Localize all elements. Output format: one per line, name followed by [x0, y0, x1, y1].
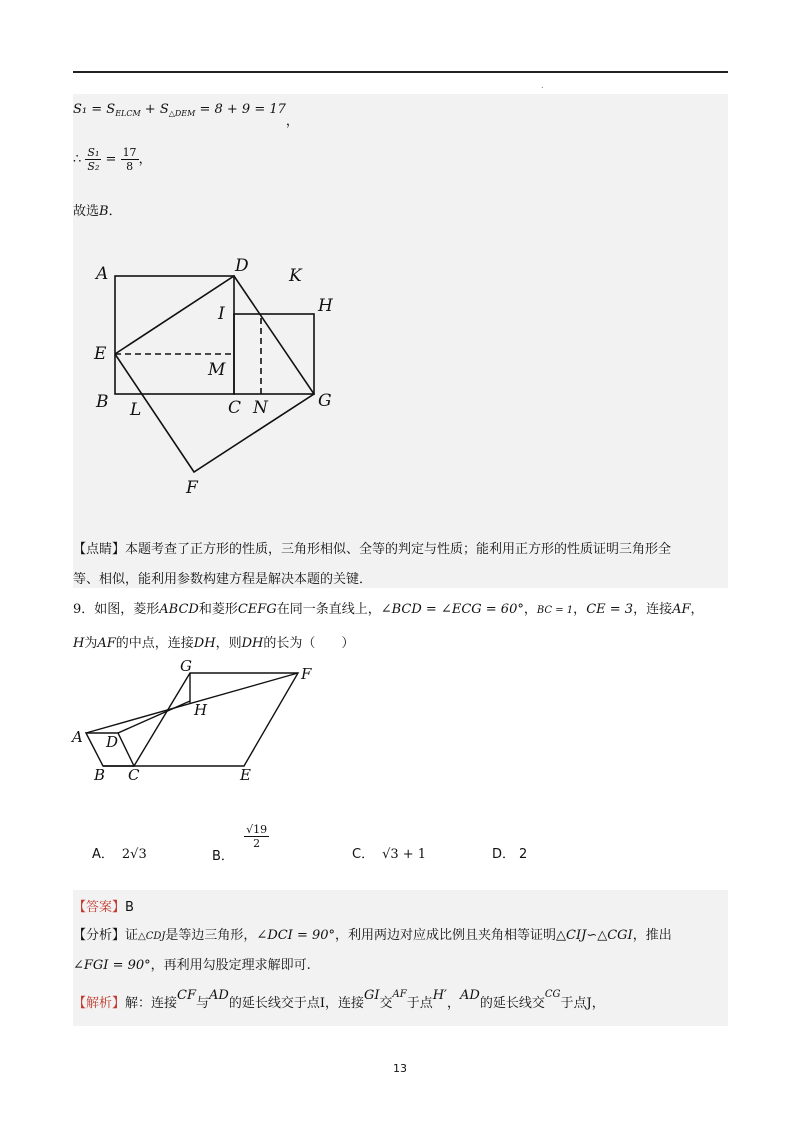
fig1-label-i: I	[218, 304, 225, 324]
ratio-equation: ∴ $\frac{\text{S₁}}{\text{S₂}}$ = $\frac{17}{8}$ ，	[73, 146, 152, 173]
fig2-label-e: E	[240, 766, 251, 784]
s1-equation: $S_1 = S_{ELCM} + S_{\triangle DEM} = 8 + 9 = 17$，	[73, 102, 299, 129]
option-a[interactable]: A． 2√3	[92, 847, 147, 862]
segment-dh	[118, 701, 190, 733]
fig1-label-d: D	[235, 256, 249, 276]
fig1-label-a: A	[96, 264, 109, 284]
fig1-label-b: B	[96, 392, 109, 412]
fig1-label-n: N	[253, 398, 268, 418]
option-b[interactable]: B． $\frac{√19}{2}$	[212, 823, 268, 864]
fig1-label-m: M	[208, 360, 226, 380]
fig2-label-g: G	[180, 657, 192, 675]
page-number: 13	[393, 1062, 407, 1075]
comment-line-1: 【点睛】本题考查了正方形的性质，三角形相似、全等的判定与性质；能利用正方形的性质证明三角形全	[73, 542, 672, 557]
header-dot: .	[541, 81, 544, 90]
fig1-label-g: G	[318, 391, 332, 411]
option-d[interactable]: D． 2	[492, 847, 528, 862]
question-line-1: 9．如图，菱形ABCD和菱形CEFG在同一条直线上，∠BCD = ∠ECG = 60°，BC = 1，CE = 3，连接AF，	[73, 602, 704, 617]
rhombus-cefg	[134, 673, 298, 766]
fig2-label-f: F	[301, 665, 312, 683]
fig1-label-e: E	[94, 344, 107, 364]
option-c[interactable]: C． √3 + 1	[352, 847, 427, 862]
fig2-label-c: C	[128, 766, 140, 784]
choice-line: 故选B．	[73, 204, 122, 219]
fig1-label-l: L	[130, 400, 142, 420]
fig1-label-k: K	[289, 266, 302, 286]
answer-line: 【答案】B	[73, 900, 134, 915]
fig2-label-h: H	[194, 701, 208, 719]
solution-line-1: 【解析】解：连接CF与AD的延长线交于点I，连接GI交$^{AF}$于点H′，AD的延长线交$^{CG}$于点J，	[73, 988, 605, 1011]
fig2-label-d: D	[106, 733, 119, 751]
fig2-label-b: B	[94, 766, 106, 784]
segment-af	[86, 673, 298, 733]
analysis-line-1: 【分析】证△CDJ是等边三角形，∠DCI = 90°，利用两边对应成比例且夹角相等证明△CIJ∽△CGI，推出	[73, 928, 672, 943]
question-line-2: H为AF的中点，连接DH，则DH的长为（ ）	[73, 636, 355, 651]
analysis-line-2: ∠FGI = 90°，再利用勾股定理求解即可.	[73, 958, 311, 973]
fig1-label-c: C	[228, 398, 242, 418]
fig1-label-f: F	[186, 478, 198, 498]
fig1-label-h: H	[318, 296, 333, 316]
fig2-label-a: A	[72, 728, 83, 746]
comment-line-2: 等、相似，能利用参数构建方程是解决本题的关键．	[73, 572, 373, 587]
